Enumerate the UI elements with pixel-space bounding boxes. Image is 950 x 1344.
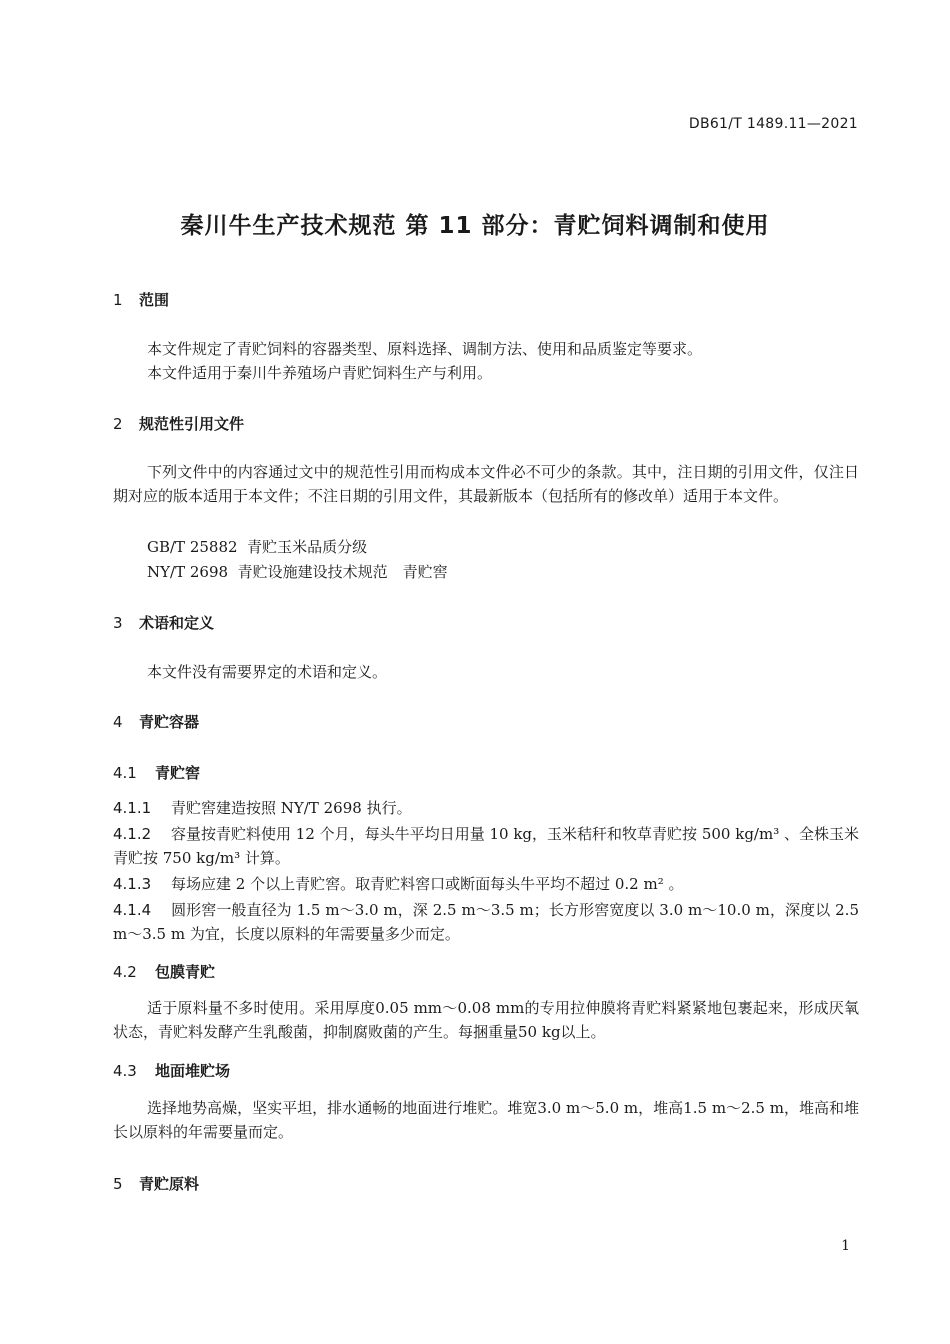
clause-number: 4.1.3 [113, 875, 152, 893]
section-3-heading [113, 612, 214, 633]
normative-reference [147, 536, 367, 557]
clause-text: 圆形窖一般直径为 1.5 m～3.0 m，深 2.5 m～3.5 m；长方形窖宽度以 3.0 m～10.0 m，深度以 2.5 m～3.5 m 为宜，长度以原料的年需要量多少而定。 [113, 901, 859, 943]
reference-title: 青贮玉米品质分级 [247, 538, 368, 556]
section-1-heading [113, 289, 169, 310]
subsection-4-3-paragraph: 选择地势高燥，坚实平坦，排水通畅的地面进行堆贮。堆宽3.0 m～5.0 m，堆高1.5 m～2.5 m，堆高和堆长以原料的年需要量而定。 [113, 1099, 859, 1141]
clause-4-1-3 [113, 872, 859, 896]
subsection-4-3-heading [113, 1060, 230, 1081]
subsection-number: 4.3 [113, 1062, 137, 1080]
section-2-paragraph: 下列文件中的内容通过文中的规范性引用而构成本文件必不可少的条款。其中，注日期的引用文件，仅注日期对应的版本适用于本文件；不注日期的引用文件，其最新版本（包括所有的修改单）适用于本文件。 [113, 463, 859, 505]
section-number: 3 [113, 614, 123, 632]
subsection-4-2-heading [113, 961, 215, 982]
subsection-number: 4.1 [113, 764, 137, 782]
document-code: DB61/T 1489.11—2021 [688, 116, 858, 132]
subsection-title: 包膜青贮 [155, 963, 216, 981]
section-number: 1 [113, 291, 123, 309]
section-1-paragraph-2: 本文件适用于秦川牛养殖场户青贮饲料生产与利用。 [147, 364, 493, 382]
section-title: 术语和定义 [139, 614, 215, 632]
section-number: 5 [113, 1175, 123, 1193]
clause-text: 容量按青贮料使用 12 个月，每头牛平均日用量 10 kg，玉米秸秆和牧草青贮按 500 kg/m³ 、全株玉米青贮按 750 kg/m³ 计算。 [113, 825, 859, 867]
clause-4-1-1 [113, 796, 859, 820]
reference-code: GB/T 25882 [147, 538, 238, 556]
subsection-title: 青贮窖 [155, 764, 201, 782]
clause-4-1-4 [113, 898, 859, 946]
section-number: 2 [113, 415, 123, 433]
subsection-number: 4.2 [113, 963, 137, 981]
section-title: 范围 [139, 291, 170, 309]
clause-text: 每场应建 2 个以上青贮窖。取青贮料窖口或断面每头牛平均不超过 0.2 m² 。 [171, 875, 684, 893]
clause-4-1-2 [113, 822, 859, 870]
section-2-heading [113, 413, 244, 434]
clause-text: 青贮窖建造按照 NY/T 2698 执行。 [171, 799, 412, 817]
reference-code: NY/T 2698 [147, 563, 229, 581]
section-title: 青贮容器 [139, 713, 200, 731]
clause-number: 4.1.2 [113, 825, 152, 843]
section-number: 4 [113, 713, 123, 731]
clause-number: 4.1.1 [113, 799, 152, 817]
normative-reference [147, 561, 448, 582]
section-title: 青贮原料 [139, 1175, 200, 1193]
section-title: 规范性引用文件 [139, 415, 245, 433]
subsection-4-2-paragraph: 适于原料量不多时使用。采用厚度0.05 mm～0.08 mm的专用拉伸膜将青贮料紧紧地包裹起来，形成厌氧状态，青贮料发酵产生乳酸菌，抑制腐败菌的产生。每捆重量50 kg以上。 [113, 999, 859, 1041]
clause-number: 4.1.4 [113, 901, 152, 919]
section-4-heading [113, 711, 199, 732]
section-5-heading [113, 1173, 199, 1194]
section-3-paragraph: 本文件没有需要界定的术语和定义。 [147, 663, 388, 681]
section-1-paragraph-1: 本文件规定了青贮饲料的容器类型、原料选择、调制方法、使用和品质鉴定等要求。 [147, 340, 703, 358]
page-number: 1 [841, 1238, 850, 1254]
document-title: 秦川牛生产技术规范 第 11 部分：青贮饲料调制和使用 [180, 213, 770, 239]
reference-title: 青贮设施建设技术规范 青贮窖 [237, 563, 448, 581]
subsection-title: 地面堆贮场 [155, 1062, 231, 1080]
subsection-4-1-heading [113, 762, 200, 783]
